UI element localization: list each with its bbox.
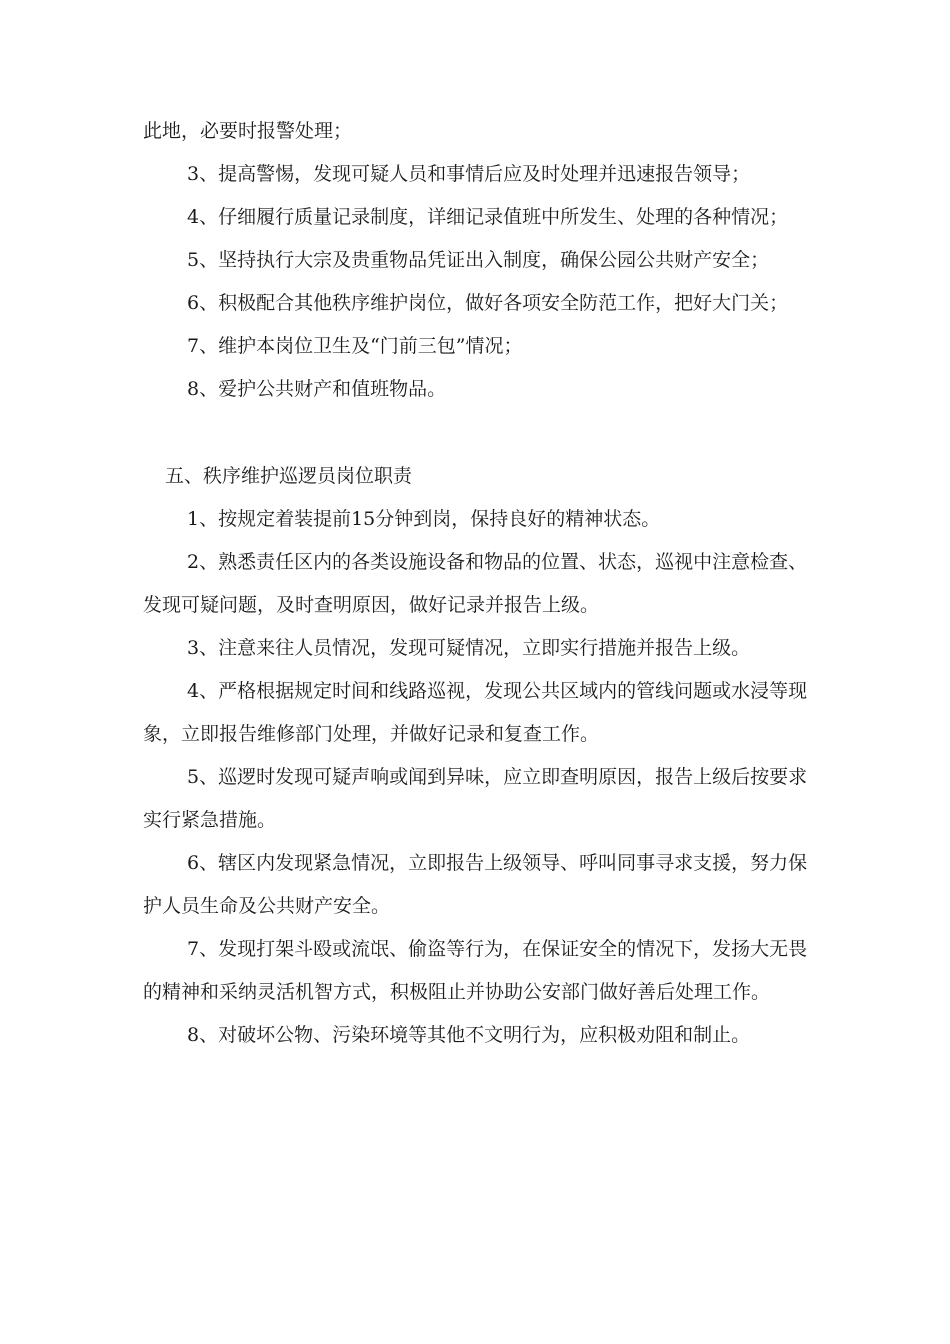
list-item: 7、维护本岗位卫生及“门前三包”情况； bbox=[187, 335, 523, 357]
list-item: 4、仔细履行质量记录制度，详细记录值班中所发生、处理的各种情况； bbox=[187, 206, 789, 228]
list-item: 3、提高警惕，发现可疑人员和事情后应及时处理并迅速报告领导； bbox=[187, 163, 751, 185]
section-five-list bbox=[143, 498, 823, 1057]
list-item: 7、发现打架斗殴或流氓、偷盗等行为，在保证安全的情况下，发扬大无畏的精神和采纳灵活机智方式，积极阻止并协助公安部门做好善后处理工作。 bbox=[143, 938, 808, 1003]
section-four-list bbox=[143, 153, 823, 411]
list-item: 8、爱护公共财产和值班物品。 bbox=[187, 378, 447, 400]
document-body bbox=[143, 110, 823, 1057]
continuation-text: 此地，必要时报警处理； bbox=[143, 120, 353, 142]
section-five-heading: 五、秩序维护巡逻员岗位职责 bbox=[165, 465, 413, 487]
list-item: 3、注意来往人员情况，发现可疑情况，立即实行措施并报告上级。 bbox=[187, 637, 751, 659]
list-item: 6、辖区内发现紧急情况，立即报告上级领导、呼叫同事寻求支援，努力保护人员生命及公共财产安全。 bbox=[143, 852, 808, 917]
list-item: 5、巡逻时发现可疑声响或闻到异味，应立即查明原因，报告上级后按要求实行紧急措施。 bbox=[143, 766, 808, 831]
list-item: 8、对破坏公物、污染环境等其他不文明行为，应积极劝阻和制止。 bbox=[187, 1024, 751, 1046]
list-item: 5、坚持执行大宗及贵重物品凭证出入制度，确保公园公共财产安全； bbox=[187, 249, 770, 271]
list-item: 2、熟悉责任区内的各类设施设备和物品的位置、状态，巡视中注意检查、发现可疑问题，及时查明原因，做好记录并报告上级。 bbox=[143, 551, 808, 616]
list-item: 6、积极配合其他秩序维护岗位，做好各项安全防范工作，把好大门关； bbox=[187, 292, 789, 314]
list-item: 4、严格根据规定时间和线路巡视，发现公共区域内的管线问题或水浸等现象，立即报告维修部门处理，并做好记录和复查工作。 bbox=[143, 680, 808, 745]
list-item: 1、按规定着装提前15分钟到岗，保持良好的精神状态。 bbox=[187, 508, 661, 530]
